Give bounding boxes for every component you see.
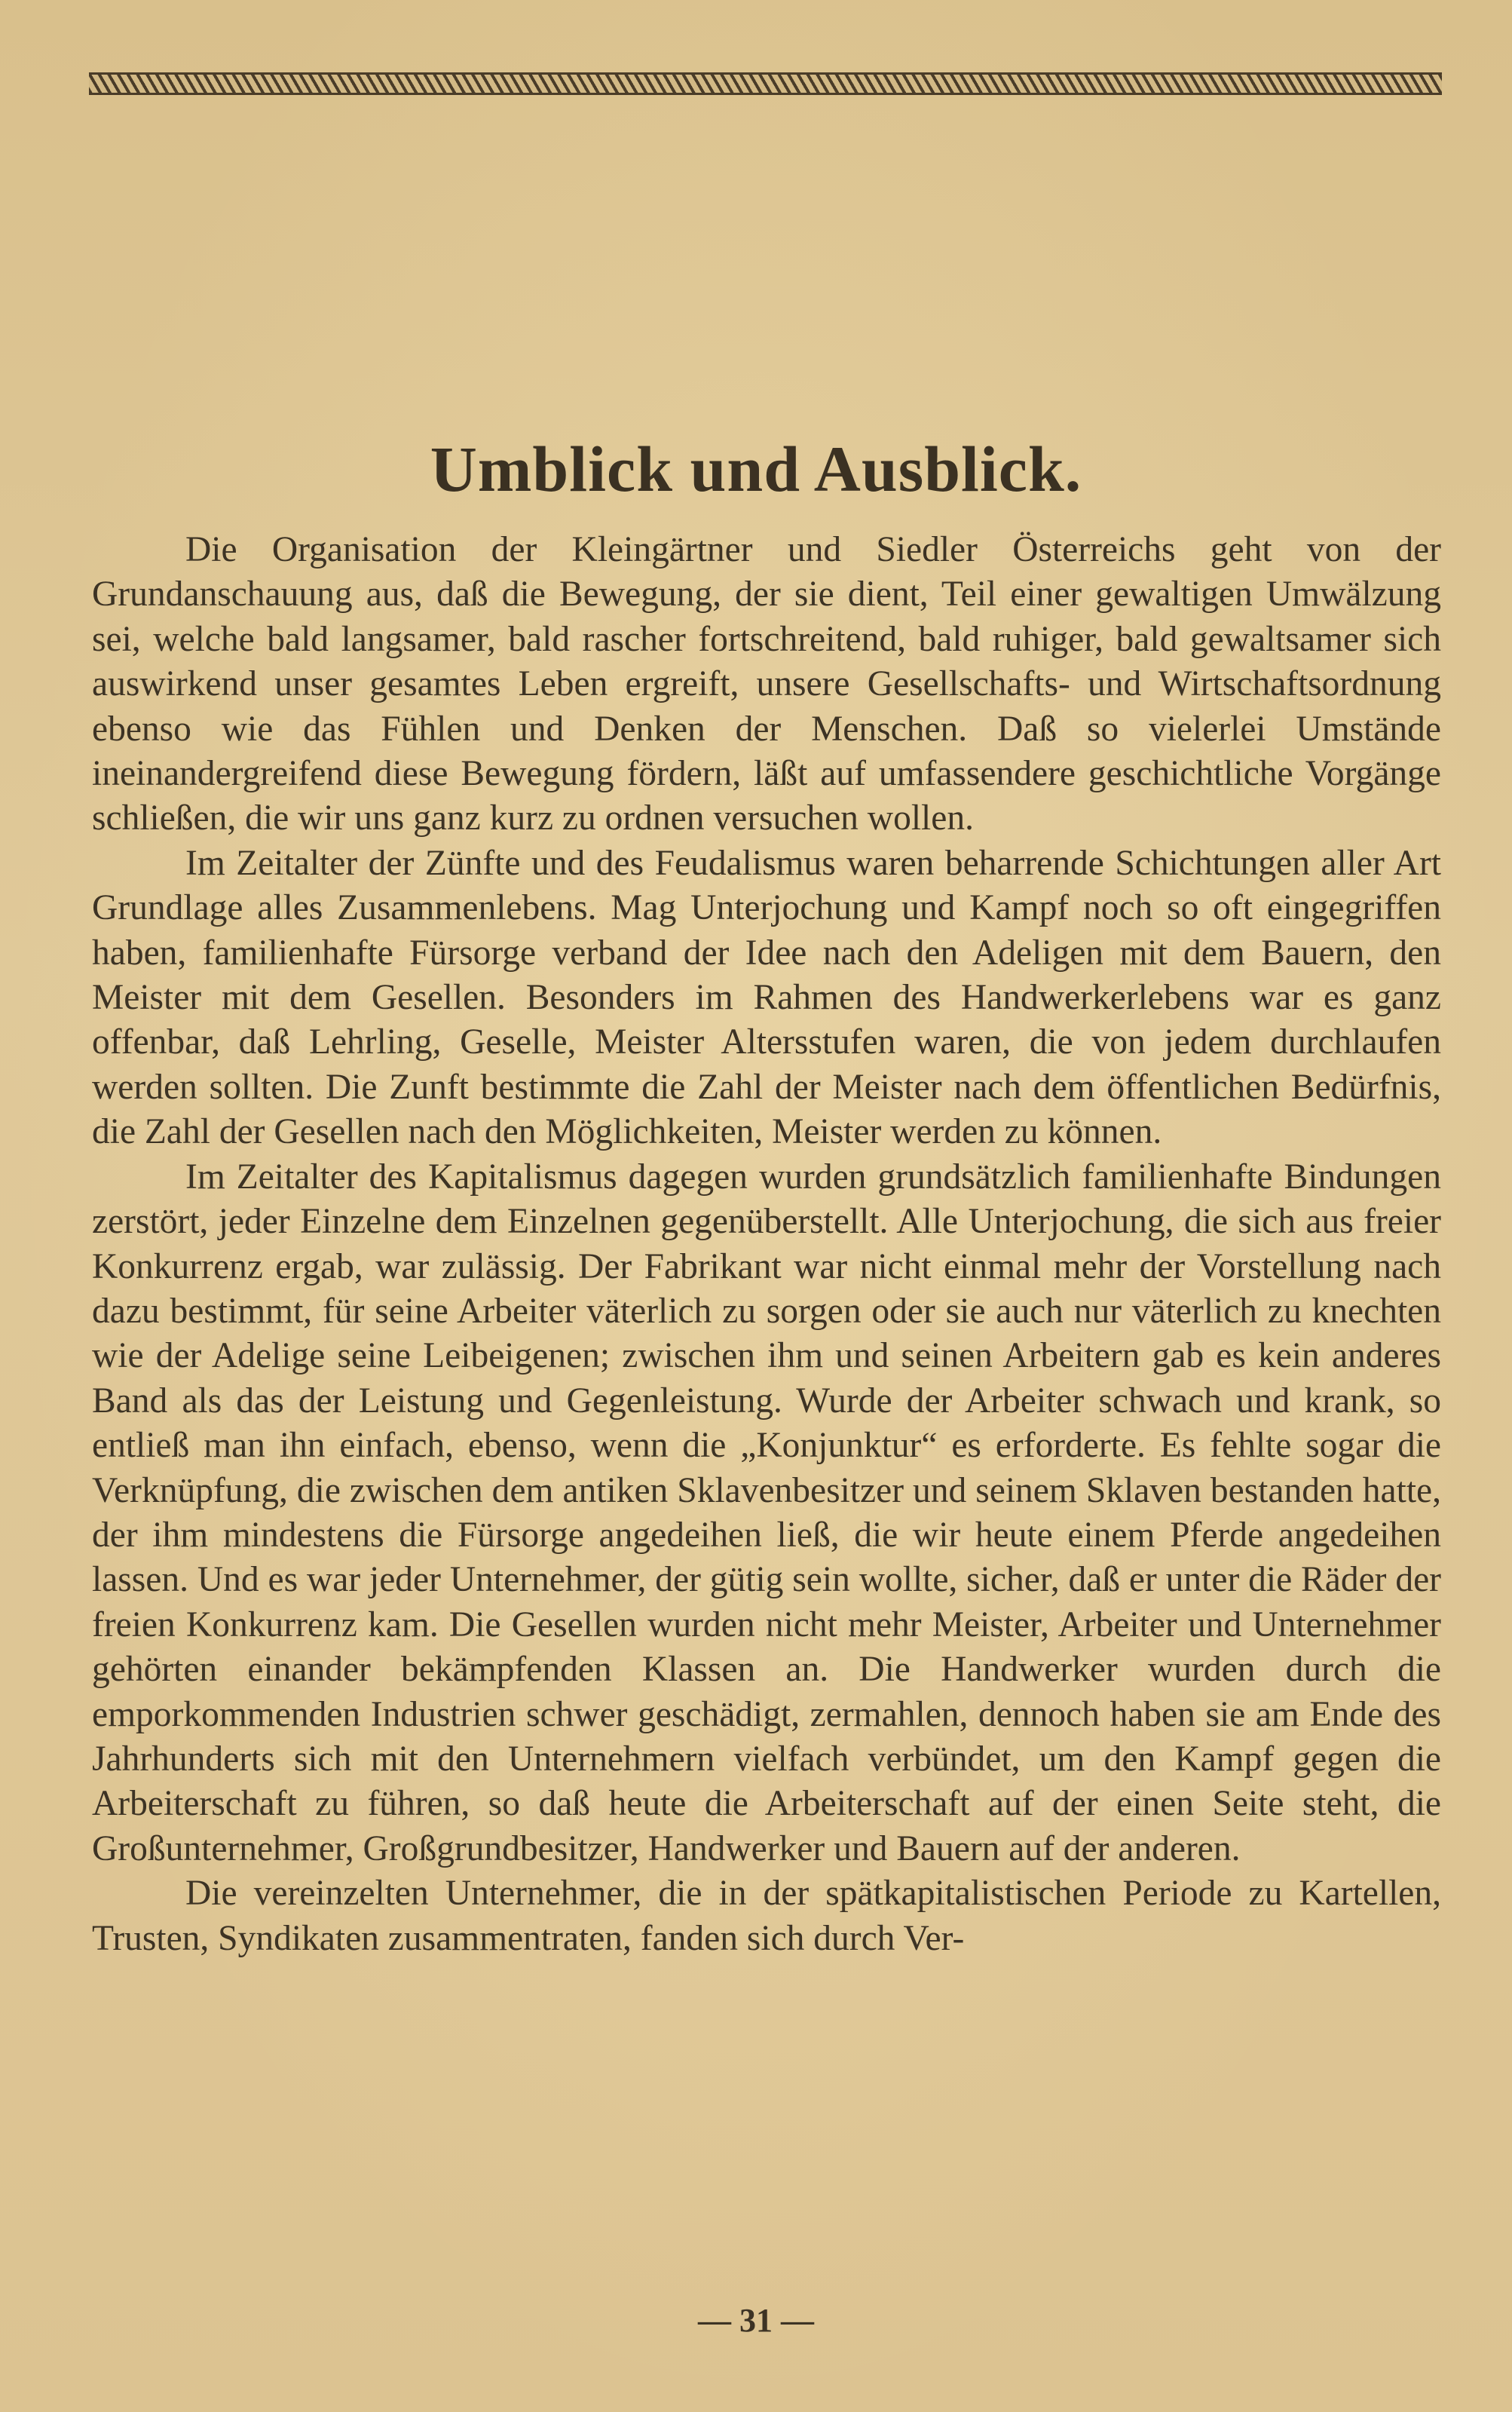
decorative-header-rule (89, 72, 1442, 95)
paragraph: Die vereinzelten Unternehmer, die in der spätkapitalistischen Periode zu Kartellen, Trusten, Syndikaten zusammentraten, fanden sich durch Ver- (92, 1874, 1441, 1958)
chapter-title: Umblick und Ausblick. (430, 433, 1082, 505)
paragraph: Im Zeitalter des Kapitalismus dagegen wurden grundsätzlich familienhafte Bindungen zerstört, jeder Einzelne dem Einzelnen gegenüberstellt. Alle Unterjochung, die sich aus freier Konkurrenz ergab, war zulässig. Der Fabrikant war nicht einmal mehr der Vorstellung nach dazu bestimmt, für seine Arbeiter väterlich zu sorgen oder sie auch nur väterlich zu knechten wie der Adelige seine Leibeigenen; zwischen ihm und seinen Arbeitern gab es kein anderes Band als das der Leistung und Gegenleistung. Wurde der Arbeiter schwach und krank, so entließ man ihn einfach, ebenso, wenn die „Konjunktur“ es erforderte. Es fehlte sogar die Verknüpfung, die zwischen dem antiken Sklavenbesitzer und seinem Sklaven bestanden hatte, der ihm mindestens die Fürsorge angedeihen ließ, die wir heute einem Pferde angedeihen lassen. Und es war jeder Unternehmer, der gütig sein wollte, sicher, daß er unter die Räder der freien Konkurrenz kam. Die Gesellen wurden nicht mehr Meister, Arbeiter und Unternehmer gehörten einander bekämpfenden Klassen an. Die Handwerker wurden durch die emporkommenden Industrien schwer geschädigt, zermahlen, dennoch haben sie am Ende des Jahrhunderts sich mit den Unternehmern vielfach verbündet, um den Kampf gegen die Arbeiterschaft zu führen, so daß heute die Arbeiterschaft auf der einen Seite steht, die Großunternehmer, Großgrundbesitzer, Handwerker und Bauern auf der anderen. (92, 1157, 1441, 1868)
paragraph: Die Organisation der Kleingärtner und Siedler Österreichs geht von der Grundanschauung aus, daß die Bewegung, der sie dient, Teil einer gewaltigen Umwälzung sei, welche bald langsamer, bald rascher fortschreitend, bald ruhiger, bald gewaltsamer sich auswirkend unser gesamtes Leben ergreift, unsere Gesellschafts- und Wirtschaftsordnung ebenso wie das Fühlen und Denken der Menschen. Daß so vielerlei Umstände ineinandergreifend diese Bewegung fördern, läßt auf umfassendere geschichtliche Vorgänge schließen, die wir uns ganz kurz zu ordnen versuchen wollen. (92, 530, 1441, 838)
body-text (92, 528, 1441, 1961)
paragraph: Im Zeitalter der Zünfte und des Feudalismus waren beharrende Schichtungen aller Art Grundlage alles Zusammenlebens. Mag Unterjochung und Kampf noch so oft eingegriffen haben, familienhafte Fürsorge verband der Idee nach den Adeligen mit dem Bauern, den Meister mit dem Gesellen. Besonders im Rahmen des Handwerkerlebens war es ganz offenbar, daß Lehrling, Geselle, Meister Altersstufen waren, die von jedem durchlaufen werden sollten. Die Zunft bestimmte die Zahl der Meister nach dem öffentlichen Bedürfnis, die Zahl der Gesellen nach den Möglichkeiten, Meister werden zu können. (92, 843, 1441, 1152)
page-number: — 31 — (698, 2302, 814, 2339)
